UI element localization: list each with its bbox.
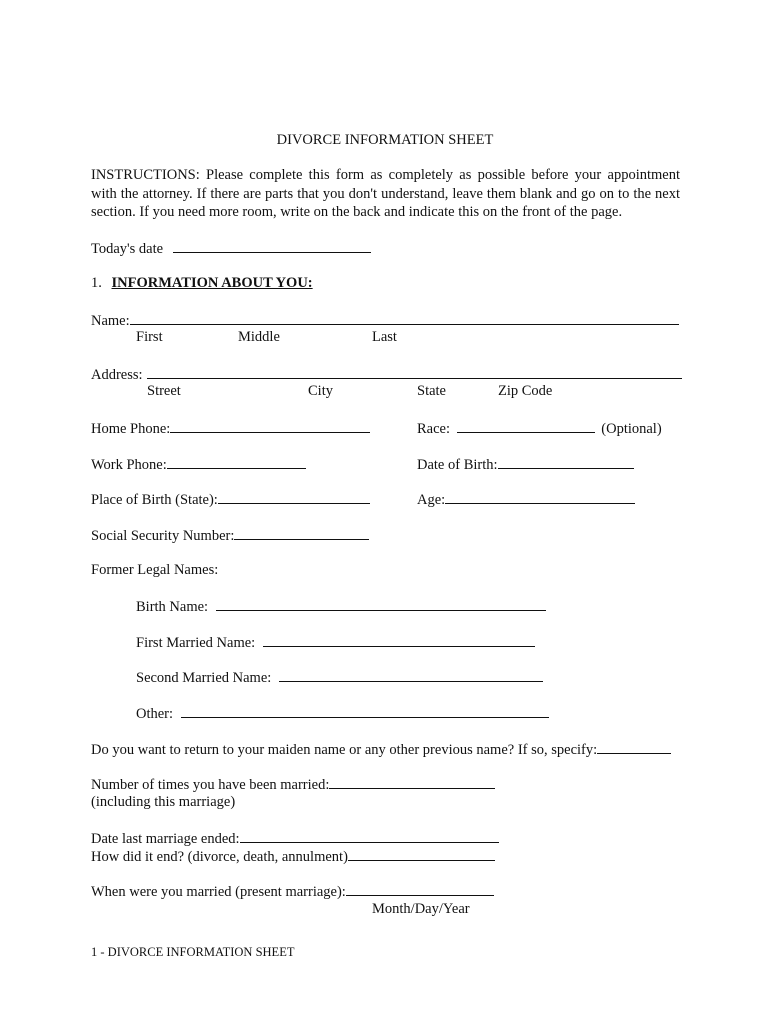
name-first-caption: First [136,329,163,345]
dob-label: Date of Birth: [417,457,498,473]
age-field[interactable] [445,489,635,504]
birth-name-row [136,596,546,616]
how-ended-label: How did it end? (divorce, death, annulment) [91,849,348,865]
maiden-name-field[interactable] [597,739,671,754]
todays-date-field[interactable] [173,238,371,253]
age-label: Age: [417,492,446,508]
section-1-title: INFORMATION ABOUT YOU: [111,275,313,291]
race-optional-note: (Optional) [601,421,662,437]
work-phone-row [91,454,306,474]
page-title: DIVORCE INFORMATION SHEET [276,132,494,148]
ssn-row [91,525,369,545]
name-field[interactable] [130,310,679,325]
how-ended-field[interactable] [348,846,495,861]
second-married-name-row [136,667,543,687]
address-city-caption: City [308,383,333,399]
birthplace-label: Place of Birth (State): [91,492,218,508]
first-married-name-field[interactable] [263,632,535,647]
section-1-number: 1. [91,275,102,291]
birth-name-field[interactable] [216,596,546,611]
birth-name-label: Birth Name: [136,599,209,615]
first-married-name-row [136,632,535,652]
address-street-caption: Street [147,383,181,399]
times-married-field[interactable] [329,774,495,789]
age-row [417,489,635,509]
times-married-label: Number of times you have been married: [91,777,330,793]
second-married-name-field[interactable] [279,667,543,682]
first-married-name-label: First Married Name: [136,635,256,651]
race-field[interactable] [457,418,595,433]
address-label: Address: [91,367,143,383]
address-field[interactable] [147,364,682,379]
address-row [91,364,682,384]
todays-date-row [91,238,371,258]
other-name-label: Other: [136,706,174,722]
home-phone-field[interactable] [170,418,370,433]
other-name-field[interactable] [181,703,549,718]
section-1-heading [91,274,313,292]
second-married-name-label: Second Married Name: [136,670,272,686]
birthplace-field[interactable] [218,489,370,504]
race-label: Race: [417,421,451,437]
address-zip-caption: Zip Code [498,383,553,399]
last-marriage-ended-field[interactable] [240,828,499,843]
times-married-row [91,774,495,794]
last-marriage-ended-row [91,828,499,848]
when-married-label: When were you married (present marriage): [91,884,346,900]
dob-row [417,454,634,474]
ssn-field[interactable] [234,525,369,540]
address-state-caption: State [417,383,446,399]
times-married-note: (including this marriage) [91,794,236,810]
when-married-field[interactable] [346,881,494,896]
name-label: Name: [91,313,130,329]
race-row [417,418,662,438]
maiden-name-question: Do you want to return to your maiden name or any other previous name? If so, specify: [91,742,598,758]
birthplace-row [91,489,370,509]
home-phone-row [91,418,370,438]
name-last-caption: Last [372,329,397,345]
work-phone-field[interactable] [167,454,306,469]
other-name-row [136,703,549,723]
work-phone-label: Work Phone: [91,457,167,473]
how-ended-row [91,846,495,866]
when-married-format-caption: Month/Day/Year [372,901,470,917]
home-phone-label: Home Phone: [91,421,171,437]
dob-field[interactable] [498,454,634,469]
name-row [91,310,679,330]
when-married-row [91,881,494,901]
todays-date-label: Today's date [91,241,164,257]
page-footer: 1 - DIVORCE INFORMATION SHEET [91,945,295,959]
former-names-label: Former Legal Names: [91,562,219,578]
name-middle-caption: Middle [238,329,280,345]
last-marriage-ended-label: Date last marriage ended: [91,831,240,847]
maiden-name-row [91,739,671,759]
ssn-label: Social Security Number: [91,528,235,544]
instructions-paragraph: INSTRUCTIONS: Please complete this form as completely as possible before your appointment with the attorney. If there are parts that you don't understand, leave them blank and go on to the next section. If you need more room, write on the back and indicate this on the front of the page. [91,167,680,220]
